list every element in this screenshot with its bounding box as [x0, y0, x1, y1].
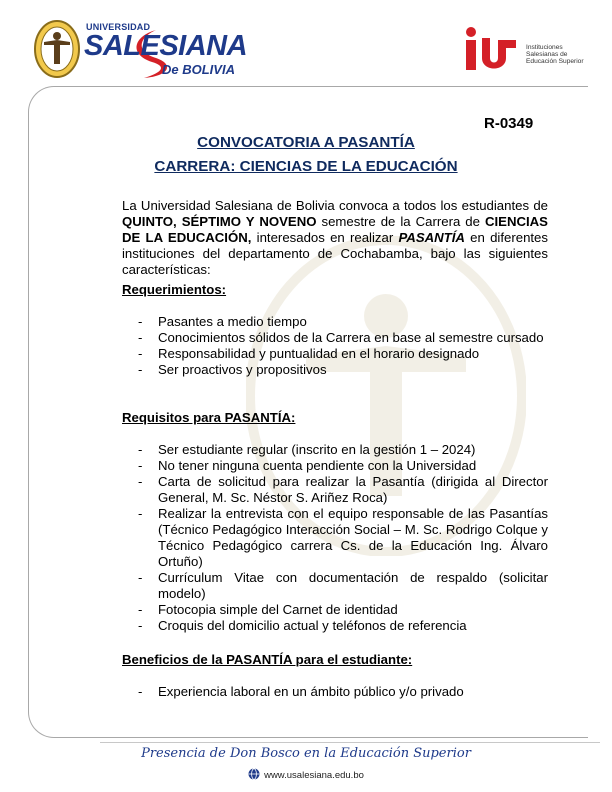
requerimientos-heading: Requerimientos: [122, 282, 227, 297]
list-item: - Experiencia laboral en un ámbito público y/o privado [138, 684, 464, 699]
institution-logo [462, 24, 592, 78]
institution-text: Instituciones Salesianas de Educación Superior [526, 44, 584, 65]
university-small-label: UNIVERSIDAD [86, 22, 151, 32]
document-title: CONVOCATORIA A PASANTÍA [197, 134, 415, 151]
list-item: - Currículum Vitae con documentación de respaldo (solicitar modelo) [138, 570, 548, 601]
footer-divider [100, 742, 600, 743]
footer-website[interactable] [0, 768, 612, 781]
website-link[interactable]: www.usalesiana.edu.bo [264, 770, 364, 781]
list-item: - Fotocopia simple del Carnet de identidad [138, 602, 398, 617]
beneficios-list [138, 684, 548, 700]
list-item: - Ser estudiante regular (inscrito en la gestión 1 – 2024) [138, 442, 476, 457]
intro-paragraph: La Universidad Salesiana de Bolivia convoca a todos los estudiantes de QUINTO, SÉPTIMO Y NOVENO semestre de la Carrera de CIENCIAS DE LA EDUCACIÓN, interesados en realizar PASANTÍA en diferentes instituciones del departamento de Cochabamba, bajo las siguientes características: [122, 198, 548, 277]
list-item: - No tener ninguna cuenta pendiente con la Universidad [138, 458, 477, 473]
footer-motto: Presencia de Don Bosco en la Educación Superior [141, 746, 471, 761]
university-name: SALESIANA [84, 30, 248, 62]
requisitos-list [138, 442, 548, 634]
university-country: De BOLIVIA [162, 62, 235, 77]
list-item: - Ser proactivos y propositivos [138, 362, 327, 377]
ies-logo-icon [462, 24, 524, 78]
requisitos-heading: Requisitos para PASANTÍA: [122, 410, 296, 425]
document-subtitle: CARRERA: CIENCIAS DE LA EDUCACIÓN [154, 158, 458, 175]
requerimientos-list [138, 314, 548, 378]
beneficios-heading: Beneficios de la PASANTÍA para el estudiante: [122, 652, 413, 667]
university-logo [34, 18, 248, 82]
list-item: - Responsabilidad y puntualidad en el horario designado [138, 346, 480, 361]
list-item: - Conocimientos sólidos de la Carrera en base al semestre cursado [138, 330, 544, 345]
list-item: - Realizar la entrevista con el equipo responsable de las Pasantías (Técnico Pedagógico Interacción Social – M. Sc. Rodrigo Colque y Técnico Pedagógico carrera Cs. de la Educación Ing. Álvaro Ortuño) [138, 506, 548, 569]
list-item: - Pasantes a medio tiempo [138, 314, 307, 329]
document-code: R-0349 [484, 115, 534, 132]
globe-icon [248, 768, 260, 780]
list-item: - Carta de solicitud para realizar la Pasantía (dirigida al Director General, M. Sc. Néstor S. Ariñez Roca) [138, 474, 548, 505]
crest-icon [34, 20, 80, 78]
list-item: - Croquis del domicilio actual y teléfonos de referencia [138, 618, 467, 633]
